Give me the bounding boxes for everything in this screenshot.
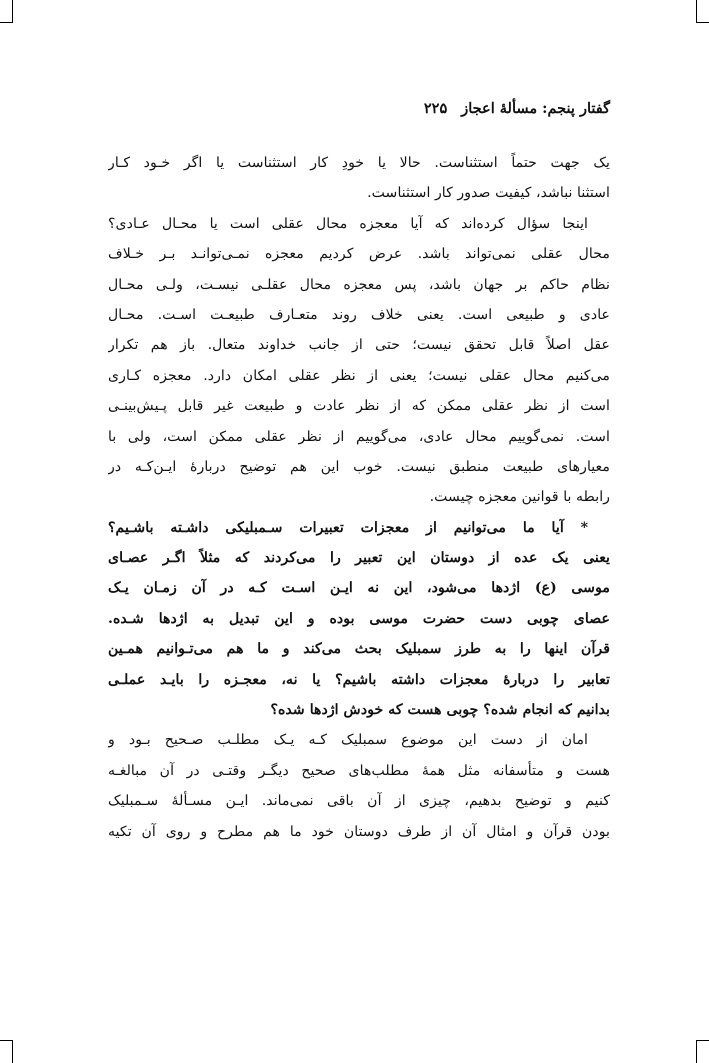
text-line: بودن قرآن و امثال آن از طرف دوستان خود ما هم مطرح و روی آن تکیه	[108, 823, 610, 840]
text-line: است. نمی‌گوییم محال عادی، می‌گوییم از نظر عقلی ممکن است، ولی با	[108, 428, 610, 445]
text-line: امان از دست این موضوع سمبلیک کـه یـک مطلـب صـحیح بـود و	[108, 732, 588, 749]
crop-mark	[0, 22, 13, 23]
text-line: بدانیم که انجام شده؟ چوبی هست که خودش اژدها شده؟	[270, 702, 610, 719]
text-line: است از نظر عقلی ممکن که از نظر عادت و طبیعت غیر قابل پـیش‌بینـی	[108, 398, 610, 415]
crop-mark	[696, 1040, 709, 1041]
text-line: کنیم و توضیح بدهیم، چیزی از آن باقی نمی‌ماند. ایـن مسـألهٔ سـمبلیک	[108, 793, 610, 810]
text-line: موسی (ع) اژدها می‌شود، این نه ایـن اسـت کـه در آن زمـان یـک	[108, 580, 610, 597]
text-line: هست و متأسفانه مثل همهٔ مطلب‌های صحیح دیگـر وقتـی در آن مبالغـه	[108, 762, 610, 779]
text-line: نظام حاکم بر جهان باشد، پس معجزه محال عقلـی نیسـت، ولـی محـال	[108, 276, 610, 293]
text-line: معیارهای طبیعت منطبق نیست. خوب این هم توضیح دربارهٔ ایـن‌کـه در	[108, 458, 610, 475]
page-number: ۲۲۵	[423, 100, 448, 117]
crop-mark	[696, 1041, 697, 1063]
paragraph	[108, 209, 610, 513]
crop-mark	[696, 22, 709, 23]
chapter-title: گفتار پنجم: مسألهٔ اعجاز	[461, 100, 610, 117]
crop-mark	[0, 1040, 13, 1041]
text-line: عقل اصلاً قابل تحقق نیست؛ حتی از جانب خداوند متعال. باز هم تکرار	[108, 337, 610, 354]
question-paragraph	[108, 513, 610, 726]
text-line: یک جهت حتماً استثناست. حالا یا خودِ کار استثناست یا اگر خـود کـار	[108, 155, 610, 171]
text-line: عادی و طبیعی است. یعنی خلاف روند متعـارف طبیعـت اسـت. محـال	[108, 306, 610, 323]
running-header	[112, 100, 610, 117]
text-line: عصای چوبی دست حضرت موسی بوده و این تبدیل به اژدها شـده.	[108, 610, 610, 627]
text-line: رابطه با قوانین معجزه چیست.	[429, 489, 610, 506]
text-line: یعنی یک عده از دوستان این تعبیر را می‌کردند که مثلاً اگـر عصـای	[108, 550, 610, 567]
crop-mark	[12, 0, 13, 22]
text-line: می‌کنیم محال عقلی نیست؛ یعنی از نظر عقلی امکان دارد. معجزه کـاری	[108, 367, 610, 384]
text-line: تعابیر را دربارهٔ معجزات داشته باشیم؟ یا نه، معجـزه را بایـد عملـی	[108, 671, 610, 688]
page-body	[108, 148, 610, 908]
text-line: استثنا نباشد، کیفیت صدور کار استثناست.	[367, 185, 610, 202]
crop-mark	[12, 1041, 13, 1063]
text-line: قرآن اینها را به طرز سمبلیک بحث می‌کند و ما هم می‌تـوانیم همـین	[108, 641, 610, 658]
paragraph	[108, 725, 610, 847]
text-line: * آیا ما می‌توانیم از معجزات تعبیرات سـمبلیکی داشـته باشـیم؟	[108, 519, 588, 536]
crop-mark	[696, 0, 697, 22]
text-line: اینجا سؤال کرده‌اند که آیا معجزه محال عقلی است یا محـال عـادی؟	[108, 215, 588, 232]
text-line: محال عقلی نمی‌تواند باشد. عرض کردیم معجزه نمـی‌توانـد بـر خـلاف	[108, 246, 610, 263]
paragraph	[108, 148, 610, 209]
